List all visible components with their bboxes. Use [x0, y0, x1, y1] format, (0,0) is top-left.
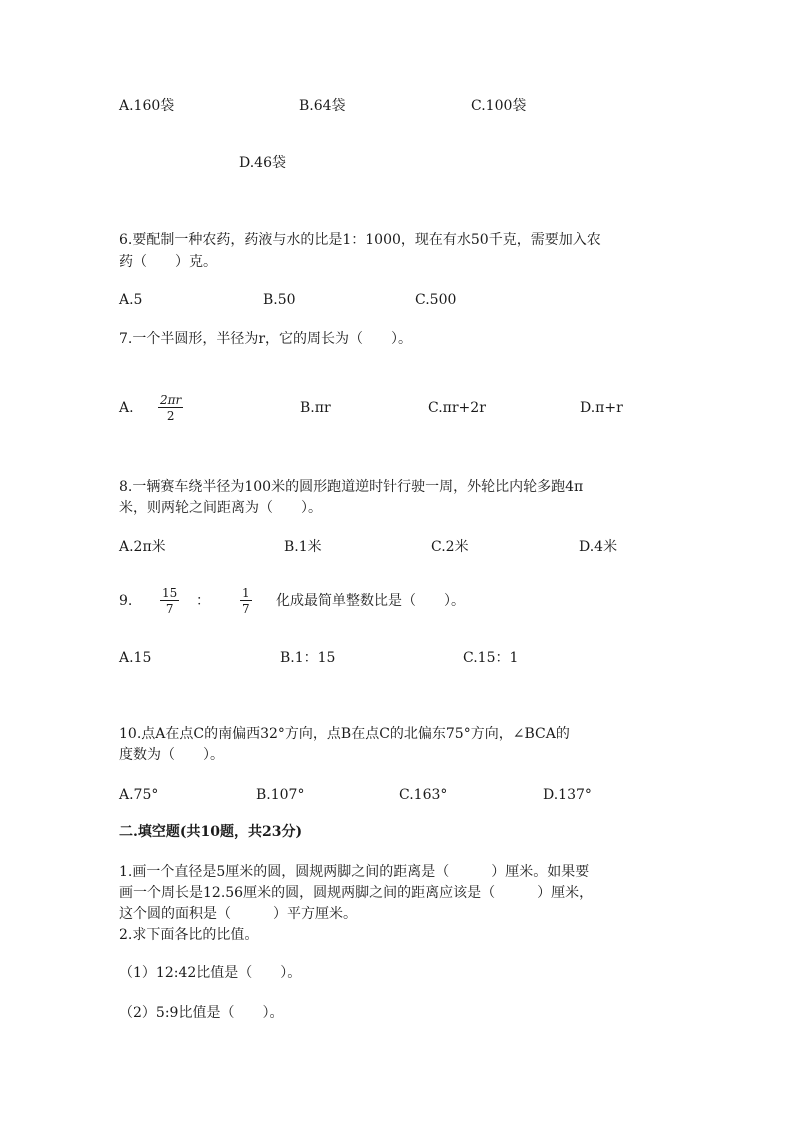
fill2-sub2: （2）5:9比值是（ ）。	[119, 1005, 284, 1021]
fill2-sub1: （1）12:42比值是（ ）。	[119, 965, 302, 981]
q9-fraction-2	[240, 586, 252, 616]
q8-option-a: A.2π米	[119, 539, 166, 555]
q10-option-b: B.107°	[256, 787, 305, 803]
q8-option-b: B.1米	[284, 539, 322, 555]
q9-fraction-1	[160, 586, 179, 616]
q5-option-c: C.100袋	[471, 98, 527, 114]
q10-option-a: A.75°	[119, 787, 159, 803]
q6-option-b: B.50	[263, 292, 296, 308]
q9-option-b: B.1：15	[280, 650, 336, 666]
q10-stem-line1: 10.点A在点C的南偏西32°方向，点B在点C的北偏东75°方向，∠BCA的	[119, 726, 570, 742]
fraction-denominator: 7	[242, 602, 250, 616]
q6-stem-line2: 药（ ）克。	[119, 254, 217, 270]
q6-option-c: C.500	[415, 292, 457, 308]
q5-option-d: D.46袋	[239, 155, 286, 171]
q8-stem-line1: 8.一辆赛车绕半径为100米的圆形跑道逆时针行驶一周，外轮比内轮多跑4π	[119, 479, 584, 495]
q7-option-c: C.πr+2r	[428, 400, 486, 416]
fraction-numerator: 15	[162, 586, 178, 600]
section-2-heading: 二.填空题(共10题，共23分)	[119, 824, 303, 840]
fraction-denominator: 7	[165, 602, 174, 616]
fraction-numerator: 2πr	[160, 393, 182, 407]
q7-option-b: B.πr	[300, 400, 331, 416]
q7-option-a-label: A.	[119, 400, 134, 416]
fill1-line2: 画一个周长是12.56厘米的圆，圆规两脚之间的距离应该是（ ）厘米，	[119, 885, 594, 901]
q9-stem-tail: 化成最简单整数比是（ ）。	[276, 593, 465, 609]
q5-option-a: A.160袋	[119, 98, 175, 114]
q7-option-a-fraction	[158, 393, 183, 423]
q9-option-a: A.15	[119, 650, 152, 666]
q7-stem: 7.一个半圆形，半径为r，它的周长为（ ）。	[119, 331, 413, 347]
q9-number: 9.	[119, 593, 133, 609]
q9-colon: ：	[196, 593, 210, 609]
fill2-stem: 2.求下面各比的比值。	[119, 927, 259, 943]
q9-option-c: C.15：1	[463, 650, 519, 666]
q8-option-d: D.4米	[579, 539, 618, 555]
fill1-line3: 这个圆的面积是（ ）平方厘米。	[119, 906, 357, 922]
q10-stem-line2: 度数为（ ）。	[119, 747, 224, 763]
fill1-line1: 1.画一个直径是5厘米的圆，圆规两脚之间的距离是（ ）厘米。如果要	[119, 864, 590, 880]
fraction-denominator: 2	[166, 409, 175, 423]
q6-option-a: A.5	[119, 292, 143, 308]
q10-option-d: D.137°	[543, 787, 592, 803]
q8-option-c: C.2米	[431, 539, 469, 555]
q10-option-c: C.163°	[399, 787, 448, 803]
fraction-numerator: 1	[242, 586, 250, 600]
q5-option-b: B.64袋	[299, 98, 346, 114]
q8-stem-line2: 米，则两轮之间距离为（ ）。	[119, 500, 322, 516]
q6-stem-line1: 6.要配制一种农药，药液与水的比是1：1000，现在有水50千克，需要加入农	[119, 232, 601, 248]
q7-option-d: D.π+r	[580, 400, 623, 416]
